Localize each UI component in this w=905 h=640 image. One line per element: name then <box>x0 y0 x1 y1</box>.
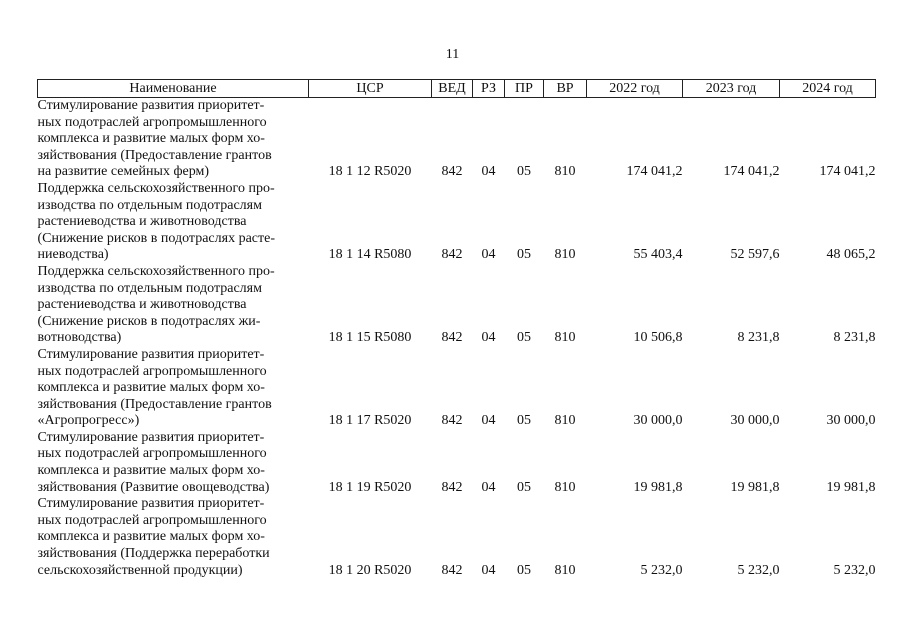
cell-2022: 55 403,4 <box>633 247 683 263</box>
name-line: комплекса и развитие малых форм хо- <box>37 380 265 396</box>
name-line: (Снижение рисков в подотраслях расте- <box>37 230 275 246</box>
name-line: зяйствования (Предоставление грантов <box>37 396 272 412</box>
cell-rz: 04 <box>481 413 496 429</box>
name-line: комплекса и развитие малых форм хо- <box>37 529 265 545</box>
cell-rz: 04 <box>481 247 496 263</box>
cell-ved: 842 <box>441 164 463 180</box>
name-line: Стимулирование развития приоритет- <box>37 346 265 362</box>
header-ved: ВЕД <box>432 80 473 98</box>
name-line: Поддержка сельскохозяйственного про- <box>37 263 275 279</box>
cell-2022: 174 041,2 <box>626 164 683 180</box>
cell-csr: 18 1 17 R5020 <box>328 413 412 429</box>
table-row <box>38 496 876 579</box>
table-row <box>38 264 876 347</box>
header-2022: 2022 год <box>587 80 683 98</box>
cell-csr: 18 1 20 R5020 <box>328 562 412 578</box>
cell-2022: 5 232,0 <box>640 562 683 578</box>
cell-2023: 174 041,2 <box>723 164 780 180</box>
cell-name <box>38 181 309 264</box>
cell-vr: 810 <box>554 330 576 346</box>
cell-pr: 05 <box>517 247 531 263</box>
cell-csr: 18 1 12 R5020 <box>328 164 412 180</box>
cell-rz: 04 <box>481 479 496 495</box>
cell-pr: 05 <box>517 330 531 346</box>
cell-csr: 18 1 19 R5020 <box>328 479 412 495</box>
cell-2024: 30 000,0 <box>826 413 876 429</box>
cell-pr: 05 <box>517 562 531 578</box>
name-line: растениеводства и животноводства <box>37 297 247 313</box>
cell-2023: 8 231,8 <box>737 330 780 346</box>
name-line: вотноводства) <box>37 330 122 346</box>
cell-rz: 04 <box>481 330 496 346</box>
table-row <box>38 181 876 264</box>
cell-rz: 04 <box>481 164 496 180</box>
name-line: изводства по отдельным подотраслям <box>37 197 262 213</box>
header-2024: 2024 год <box>780 80 876 98</box>
cell-ved: 842 <box>441 330 463 346</box>
cell-rz: 04 <box>481 562 496 578</box>
cell-name <box>38 430 309 496</box>
name-line: ниеводства) <box>37 247 109 263</box>
cell-name <box>38 496 309 579</box>
name-line: ных подотраслей агропромышленного <box>37 512 267 528</box>
cell-pr: 05 <box>517 479 531 495</box>
name-line: растениеводства и животноводства <box>37 214 247 230</box>
table-body <box>38 98 876 580</box>
cell-pr: 05 <box>517 413 531 429</box>
header-csr: ЦСР <box>309 80 432 98</box>
cell-vr: 810 <box>554 247 576 263</box>
cell-2024: 5 232,0 <box>833 562 876 578</box>
cell-2024: 48 065,2 <box>826 247 876 263</box>
cell-2023: 19 981,8 <box>730 479 780 495</box>
header-2023: 2023 год <box>683 80 780 98</box>
cell-ved: 842 <box>441 413 463 429</box>
page-number: 11 <box>445 47 460 62</box>
name-line: Поддержка сельскохозяйственного про- <box>37 180 275 196</box>
cell-2022: 10 506,8 <box>633 330 683 346</box>
cell-ved: 842 <box>441 562 463 578</box>
name-line: ных подотраслей агропромышленного <box>37 363 267 379</box>
cell-ved: 842 <box>441 479 463 495</box>
cell-vr: 810 <box>554 479 576 495</box>
name-line: Стимулирование развития приоритет- <box>37 496 265 512</box>
cell-2024: 174 041,2 <box>819 164 876 180</box>
cell-name <box>38 347 309 430</box>
name-line: на развитие семейных ферм) <box>37 164 210 180</box>
budget-table <box>37 79 876 579</box>
table-row <box>38 98 876 181</box>
header-pr: ПР <box>505 80 544 98</box>
cell-name <box>38 264 309 347</box>
table-row <box>38 430 876 496</box>
name-line: Стимулирование развития приоритет- <box>37 429 265 445</box>
name-line: (Снижение рисков в подотраслях жи- <box>37 313 261 329</box>
name-line: сельскохозяйственной продукции) <box>37 562 243 578</box>
cell-2023: 5 232,0 <box>737 562 780 578</box>
cell-2022: 19 981,8 <box>633 479 683 495</box>
cell-ved: 842 <box>441 247 463 263</box>
header-name: Наименование <box>38 80 309 98</box>
table-row <box>38 347 876 430</box>
cell-vr: 810 <box>554 413 576 429</box>
name-line: ных подотраслей агропромышленного <box>37 446 267 462</box>
name-line: зяйствования (Поддержка переработки <box>37 546 270 562</box>
name-line: Стимулирование развития приоритет- <box>37 98 265 113</box>
header-vr: ВР <box>544 80 587 98</box>
cell-2024: 19 981,8 <box>826 479 876 495</box>
name-line: изводства по отдельным подотраслям <box>37 280 262 296</box>
name-line: «Агропрогресс») <box>37 413 140 429</box>
cell-2023: 30 000,0 <box>730 413 780 429</box>
name-line: зяйствования (Развитие овощеводства) <box>37 479 270 495</box>
name-line: зяйствования (Предоставление грантов <box>37 147 272 163</box>
cell-vr: 810 <box>554 164 576 180</box>
cell-2024: 8 231,8 <box>833 330 876 346</box>
header-rz: РЗ <box>473 80 505 98</box>
name-line: комплекса и развитие малых форм хо- <box>37 131 265 147</box>
cell-csr: 18 1 14 R5080 <box>328 247 412 263</box>
cell-2022: 30 000,0 <box>633 413 683 429</box>
name-line: ных подотраслей агропромышленного <box>37 114 267 130</box>
cell-vr: 810 <box>554 562 576 578</box>
cell-pr: 05 <box>517 164 531 180</box>
table-header-row <box>38 80 876 98</box>
cell-csr: 18 1 15 R5080 <box>328 330 412 346</box>
name-line: комплекса и развитие малых форм хо- <box>37 463 265 479</box>
cell-name <box>38 98 309 181</box>
cell-2023: 52 597,6 <box>730 247 780 263</box>
